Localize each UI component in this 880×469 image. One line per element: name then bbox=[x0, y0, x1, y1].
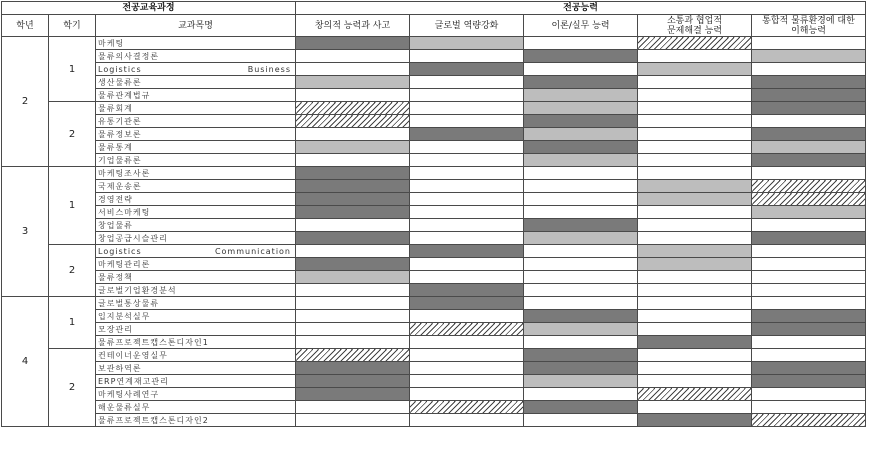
competency-cell bbox=[638, 102, 752, 115]
competency-cell bbox=[296, 50, 410, 63]
competency-cell bbox=[410, 284, 524, 297]
competency-cell bbox=[524, 375, 638, 388]
competency-cell bbox=[752, 115, 866, 128]
table-row bbox=[2, 193, 866, 206]
competency-group-header: 전공능력 bbox=[296, 2, 866, 15]
competency-cell bbox=[752, 141, 866, 154]
competency-cell bbox=[524, 414, 638, 427]
course-name: 마케팅관리론 bbox=[96, 258, 296, 271]
competency-cell bbox=[524, 245, 638, 258]
competency-cell bbox=[524, 323, 638, 336]
course-name: 물류통계 bbox=[96, 141, 296, 154]
competency-cell bbox=[638, 284, 752, 297]
course-name: 물류프로젝트캡스톤디자인2 bbox=[96, 414, 296, 427]
competency-cell bbox=[752, 180, 866, 193]
competency-cell bbox=[752, 154, 866, 167]
competency-cell bbox=[410, 89, 524, 102]
competency-cell bbox=[410, 115, 524, 128]
course-name: 물류회계 bbox=[96, 102, 296, 115]
competency-cell bbox=[752, 193, 866, 206]
year-cell: 2 bbox=[2, 37, 49, 167]
table-row bbox=[2, 37, 866, 50]
competency-cell bbox=[752, 258, 866, 271]
competency-cell bbox=[524, 284, 638, 297]
competency-cell bbox=[752, 50, 866, 63]
competency-cell bbox=[524, 115, 638, 128]
competency-cell bbox=[524, 76, 638, 89]
course-name: 컨테이너운영실무 bbox=[96, 349, 296, 362]
competency-cell bbox=[524, 37, 638, 50]
competency-cell bbox=[752, 414, 866, 427]
competency-cell bbox=[752, 401, 866, 414]
competency-cell bbox=[524, 128, 638, 141]
table-row bbox=[2, 388, 866, 401]
competency-cell bbox=[410, 141, 524, 154]
competency-cell bbox=[410, 310, 524, 323]
table-row bbox=[2, 271, 866, 284]
competency-cell bbox=[410, 154, 524, 167]
competency-cell bbox=[524, 102, 638, 115]
competency-cell bbox=[296, 310, 410, 323]
competency-cell bbox=[638, 37, 752, 50]
course-name: 경영전략 bbox=[96, 193, 296, 206]
competency-cell bbox=[296, 232, 410, 245]
competency-cell bbox=[752, 219, 866, 232]
table-row bbox=[2, 245, 866, 258]
competency-cell bbox=[524, 167, 638, 180]
competency-cell bbox=[752, 375, 866, 388]
competency-cell bbox=[296, 76, 410, 89]
table-row bbox=[2, 362, 866, 375]
competency-cell bbox=[410, 76, 524, 89]
competency-cell bbox=[752, 310, 866, 323]
table-row bbox=[2, 284, 866, 297]
competency-cell bbox=[296, 115, 410, 128]
course-name: 창업물류 bbox=[96, 219, 296, 232]
semester-column-header: 학기 bbox=[49, 15, 96, 37]
competency-cell bbox=[296, 375, 410, 388]
competency-cell bbox=[410, 336, 524, 349]
competency-cell bbox=[638, 388, 752, 401]
course-name: ERP연계재고관리 bbox=[96, 375, 296, 388]
competency-cell bbox=[296, 336, 410, 349]
table-row bbox=[2, 128, 866, 141]
competency-cell bbox=[296, 154, 410, 167]
competency-cell bbox=[296, 258, 410, 271]
competency-cell bbox=[410, 219, 524, 232]
table-row bbox=[2, 219, 866, 232]
competency-cell bbox=[410, 245, 524, 258]
table-row bbox=[2, 102, 866, 115]
competency-cell bbox=[524, 258, 638, 271]
competency-cell bbox=[410, 375, 524, 388]
competency-cell bbox=[410, 206, 524, 219]
semester-cell: 1 bbox=[49, 167, 96, 245]
competency-cell bbox=[296, 401, 410, 414]
competency-cell bbox=[524, 271, 638, 284]
competency-cell bbox=[638, 76, 752, 89]
table-row bbox=[2, 310, 866, 323]
competency-cell bbox=[410, 128, 524, 141]
competency-cell bbox=[524, 349, 638, 362]
competency-cell bbox=[638, 310, 752, 323]
course-name: 국제운송론 bbox=[96, 180, 296, 193]
competency-cell bbox=[638, 128, 752, 141]
table-row bbox=[2, 180, 866, 193]
competency-cell bbox=[752, 102, 866, 115]
competency-cell bbox=[752, 206, 866, 219]
semester-cell: 1 bbox=[49, 297, 96, 349]
competency-cell bbox=[296, 63, 410, 76]
competency-cell bbox=[410, 258, 524, 271]
competency-cell bbox=[638, 193, 752, 206]
competency-cell bbox=[296, 349, 410, 362]
course-name: 물류정책 bbox=[96, 271, 296, 284]
competency-cell bbox=[752, 271, 866, 284]
competency-cell bbox=[296, 245, 410, 258]
course-name: 물류프로젝트캡스톤디자인1 bbox=[96, 336, 296, 349]
competency-cell bbox=[638, 219, 752, 232]
competency-cell bbox=[296, 388, 410, 401]
course-name: 글로벌기업환경분석 bbox=[96, 284, 296, 297]
competency-cell bbox=[296, 128, 410, 141]
competency-cell bbox=[524, 401, 638, 414]
course-name: 물류관계법규 bbox=[96, 89, 296, 102]
competency-header-logistics-env: 통합적 물류환경에 대한 이해능력 bbox=[752, 15, 866, 37]
competency-cell bbox=[638, 141, 752, 154]
competency-cell bbox=[752, 349, 866, 362]
competency-cell bbox=[410, 414, 524, 427]
table-row bbox=[2, 76, 866, 89]
semester-cell: 2 bbox=[49, 102, 96, 167]
competency-cell bbox=[524, 154, 638, 167]
competency-cell bbox=[410, 180, 524, 193]
matrix-body bbox=[2, 37, 866, 427]
semester-cell: 2 bbox=[49, 245, 96, 297]
competency-cell bbox=[410, 232, 524, 245]
competency-cell bbox=[638, 50, 752, 63]
competency-cell bbox=[524, 362, 638, 375]
competency-cell bbox=[752, 128, 866, 141]
table-row bbox=[2, 89, 866, 102]
course-name: 마케팅 bbox=[96, 37, 296, 50]
course-name: 보관하역론 bbox=[96, 362, 296, 375]
competency-cell bbox=[410, 102, 524, 115]
competency-cell bbox=[410, 323, 524, 336]
competency-cell bbox=[638, 323, 752, 336]
competency-cell bbox=[638, 154, 752, 167]
competency-cell bbox=[296, 219, 410, 232]
course-name: 해운물류실무 bbox=[96, 401, 296, 414]
competency-cell bbox=[524, 219, 638, 232]
course-name: 마케팅사례연구 bbox=[96, 388, 296, 401]
competency-cell bbox=[638, 206, 752, 219]
competency-cell bbox=[296, 37, 410, 50]
competency-cell bbox=[296, 323, 410, 336]
competency-cell bbox=[638, 401, 752, 414]
competency-cell bbox=[638, 232, 752, 245]
competency-cell bbox=[410, 193, 524, 206]
course-name: 서비스마케팅 bbox=[96, 206, 296, 219]
competency-cell bbox=[296, 206, 410, 219]
competency-cell bbox=[638, 362, 752, 375]
competency-cell bbox=[638, 167, 752, 180]
course-name: 기업물류론 bbox=[96, 154, 296, 167]
competency-cell bbox=[638, 245, 752, 258]
competency-table bbox=[1, 1, 866, 427]
competency-cell bbox=[296, 284, 410, 297]
semester-cell: 1 bbox=[49, 37, 96, 102]
competency-cell bbox=[638, 271, 752, 284]
table-row bbox=[2, 323, 866, 336]
year-column-header: 학년 bbox=[2, 15, 49, 37]
competency-cell bbox=[296, 297, 410, 310]
competency-cell bbox=[752, 362, 866, 375]
competency-cell bbox=[752, 245, 866, 258]
table-row bbox=[2, 63, 866, 76]
competency-cell bbox=[638, 258, 752, 271]
course-name: 마케팅조사론 bbox=[96, 167, 296, 180]
curriculum-group-header: 전공교육과정 bbox=[2, 2, 296, 15]
course-name: 유통기관론 bbox=[96, 115, 296, 128]
course-name: 창업공급시슬관리 bbox=[96, 232, 296, 245]
table-row bbox=[2, 336, 866, 349]
competency-cell bbox=[524, 89, 638, 102]
competency-cell bbox=[752, 89, 866, 102]
competency-cell bbox=[524, 206, 638, 219]
competency-cell bbox=[410, 271, 524, 284]
competency-cell bbox=[410, 362, 524, 375]
semester-cell: 2 bbox=[49, 349, 96, 427]
competency-cell bbox=[410, 63, 524, 76]
competency-cell bbox=[524, 193, 638, 206]
table-row bbox=[2, 206, 866, 219]
course-name: 입지분석실무 bbox=[96, 310, 296, 323]
table-row bbox=[2, 375, 866, 388]
competency-cell bbox=[296, 102, 410, 115]
competency-cell bbox=[524, 50, 638, 63]
course-name: Logistics Business bbox=[96, 63, 296, 76]
competency-cell bbox=[638, 63, 752, 76]
table-row bbox=[2, 115, 866, 128]
table-row bbox=[2, 349, 866, 362]
competency-cell bbox=[410, 50, 524, 63]
competency-cell bbox=[638, 115, 752, 128]
competency-cell bbox=[638, 89, 752, 102]
competency-cell bbox=[752, 167, 866, 180]
year-cell: 3 bbox=[2, 167, 49, 297]
table-row bbox=[2, 154, 866, 167]
table-row bbox=[2, 401, 866, 414]
competency-cell bbox=[752, 284, 866, 297]
competency-cell bbox=[524, 336, 638, 349]
course-name: 물류의사결정론 bbox=[96, 50, 296, 63]
competency-header-global: 글로벌 역량강화 bbox=[410, 15, 524, 37]
course-name: Logistics Communication bbox=[96, 245, 296, 258]
competency-cell bbox=[410, 388, 524, 401]
table-row bbox=[2, 50, 866, 63]
competency-cell bbox=[752, 297, 866, 310]
competency-cell bbox=[752, 388, 866, 401]
course-column-header: 교과목명 bbox=[96, 15, 296, 37]
competency-cell bbox=[638, 349, 752, 362]
competency-header-creative: 창의적 능력과 사고 bbox=[296, 15, 410, 37]
competency-cell bbox=[638, 180, 752, 193]
competency-cell bbox=[410, 401, 524, 414]
competency-cell bbox=[296, 362, 410, 375]
competency-cell bbox=[296, 271, 410, 284]
competency-cell bbox=[752, 232, 866, 245]
competency-cell bbox=[638, 414, 752, 427]
competency-cell bbox=[524, 63, 638, 76]
competency-cell bbox=[638, 297, 752, 310]
competency-cell bbox=[524, 141, 638, 154]
competency-header-theory-practice: 이론/실무 능력 bbox=[524, 15, 638, 37]
table-row bbox=[2, 232, 866, 245]
competency-cell bbox=[296, 141, 410, 154]
course-name: 물류정보론 bbox=[96, 128, 296, 141]
course-name: 모장관리 bbox=[96, 323, 296, 336]
course-name: 생산물류론 bbox=[96, 76, 296, 89]
competency-cell bbox=[524, 388, 638, 401]
competency-cell bbox=[296, 180, 410, 193]
competency-cell bbox=[296, 193, 410, 206]
competency-header-communication: 소통과 협업적 문제해결 능력 bbox=[638, 15, 752, 37]
competency-cell bbox=[524, 232, 638, 245]
table-row bbox=[2, 414, 866, 427]
competency-cell bbox=[296, 167, 410, 180]
table-row bbox=[2, 258, 866, 271]
competency-cell bbox=[524, 297, 638, 310]
year-cell: 4 bbox=[2, 297, 49, 427]
competency-cell bbox=[524, 310, 638, 323]
competency-cell bbox=[296, 89, 410, 102]
table-row bbox=[2, 167, 866, 180]
competency-cell bbox=[752, 323, 866, 336]
competency-cell bbox=[410, 37, 524, 50]
competency-cell bbox=[752, 37, 866, 50]
table-row bbox=[2, 297, 866, 310]
competency-cell bbox=[524, 180, 638, 193]
competency-cell bbox=[410, 297, 524, 310]
competency-cell bbox=[638, 375, 752, 388]
competency-cell bbox=[410, 167, 524, 180]
competency-cell bbox=[752, 76, 866, 89]
competency-cell bbox=[752, 63, 866, 76]
competency-cell bbox=[410, 349, 524, 362]
competency-cell bbox=[752, 336, 866, 349]
competency-cell bbox=[638, 336, 752, 349]
competency-cell bbox=[296, 414, 410, 427]
course-name: 글로벌통상물류 bbox=[96, 297, 296, 310]
table-row bbox=[2, 141, 866, 154]
